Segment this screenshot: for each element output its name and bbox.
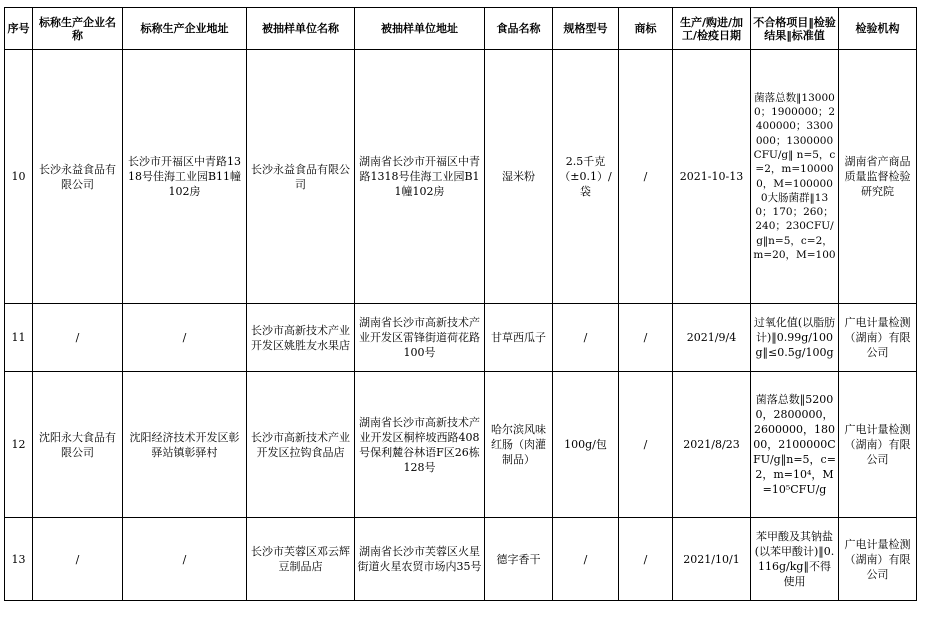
food-name-cell: 甘草西瓜子 [485,304,553,372]
producer-name-cell: / [33,518,123,601]
sampled-unit-name-cell: 长沙市高新技术产业开发区拉钩食品店 [247,372,355,518]
table-row [5,50,917,304]
header-testing-agency: 检验机构 [839,8,917,50]
sampled-unit-name-cell: 长沙永益食品有限公司 [247,50,355,304]
result-cell: 菌落总数‖52000，2800000，2600000，18000，2100000CFU/g‖n=5，c=2，m=10⁴，M=10⁵CFU/g [751,372,839,518]
brand-cell: / [619,50,673,304]
producer-address-cell: / [123,518,247,601]
sampled-unit-name-cell: 长沙市高新技术产业开发区姚胜友水果店 [247,304,355,372]
producer-name-cell: 长沙永益食品有限公司 [33,50,123,304]
specification-cell: 2.5千克（±0.1）/袋 [553,50,619,304]
table-row [5,304,917,372]
brand-cell: / [619,518,673,601]
producer-name-cell: / [33,304,123,372]
specification-cell: 100g/包 [553,372,619,518]
food-name-cell: 哈尔滨风味红肠（肉灌制品） [485,372,553,518]
result-cell: 苯甲酸及其钠盐(以苯甲酸计)‖0.116g/kg‖不得使用 [751,518,839,601]
producer-address-cell: 沈阳经济技术开发区彰驿站镇彰驿村 [123,372,247,518]
food-name-cell: 湿米粉 [485,50,553,304]
header-sampled-unit-name: 被抽样单位名称 [247,8,355,50]
testing-agency-cell: 广电计量检测（湖南）有限公司 [839,304,917,372]
brand-cell: / [619,372,673,518]
header-food-name: 食品名称 [485,8,553,50]
sampled-unit-address-cell: 湖南省长沙市高新技术产业开发区雷锋街道荷花路100号 [355,304,485,372]
result-cell: 菌落总数‖130000；1900000；2400000；3300000；1300000CFU/g‖ n=5，c=2，m=100000，M=1000000大肠菌群‖130；170；260；240；230CFU/g‖n=5，c=2，m=20，M=100 [751,50,839,304]
food-name-cell: 德字香干 [485,518,553,601]
sampled-unit-address-cell: 湖南省长沙市开福区中青路1318号佳海工业园B11幢102房 [355,50,485,304]
producer-address-cell: / [123,304,247,372]
serial-number-cell: 12 [5,372,33,518]
result-cell: 过氧化值(以脂肪计)‖0.99g/100g‖≤0.5g/100g [751,304,839,372]
producer-name-cell: 沈阳永大食品有限公司 [33,372,123,518]
date-cell: 2021/9/4 [673,304,751,372]
header-failed-item-result-standard: 不合格项目‖检验结果‖标准值 [751,8,839,50]
header-date: 生产/购进/加工/检疫日期 [673,8,751,50]
sampled-unit-name-cell: 长沙市芙蓉区邓云辉豆制品店 [247,518,355,601]
header-row [5,8,917,50]
date-cell: 2021/8/23 [673,372,751,518]
brand-cell: / [619,304,673,372]
serial-number-cell: 11 [5,304,33,372]
specification-cell: / [553,304,619,372]
specification-cell: / [553,518,619,601]
header-brand: 商标 [619,8,673,50]
table-row [5,518,917,601]
testing-agency-cell: 广电计量检测（湖南）有限公司 [839,518,917,601]
header-producer-name: 标称生产企业名称 [33,8,123,50]
serial-number-cell: 10 [5,50,33,304]
header-sampled-unit-address: 被抽样单位地址 [355,8,485,50]
testing-agency-cell: 广电计量检测（湖南）有限公司 [839,372,917,518]
header-serial-number: 序号 [5,8,33,50]
inspection-results-table [4,7,917,601]
header-specification: 规格型号 [553,8,619,50]
producer-address-cell: 长沙市开福区中青路1318号佳海工业园B11幢102房 [123,50,247,304]
sampled-unit-address-cell: 湖南省长沙市高新技术产业开发区桐梓坡西路408号保利麓谷林语F区26栋128号 [355,372,485,518]
header-producer-address: 标称生产企业地址 [123,8,247,50]
date-cell: 2021-10-13 [673,50,751,304]
sampled-unit-address-cell: 湖南省长沙市芙蓉区火星街道火星农贸市场内35号 [355,518,485,601]
table-row [5,372,917,518]
testing-agency-cell: 湖南省产商品质量监督检验研究院 [839,50,917,304]
serial-number-cell: 13 [5,518,33,601]
date-cell: 2021/10/1 [673,518,751,601]
